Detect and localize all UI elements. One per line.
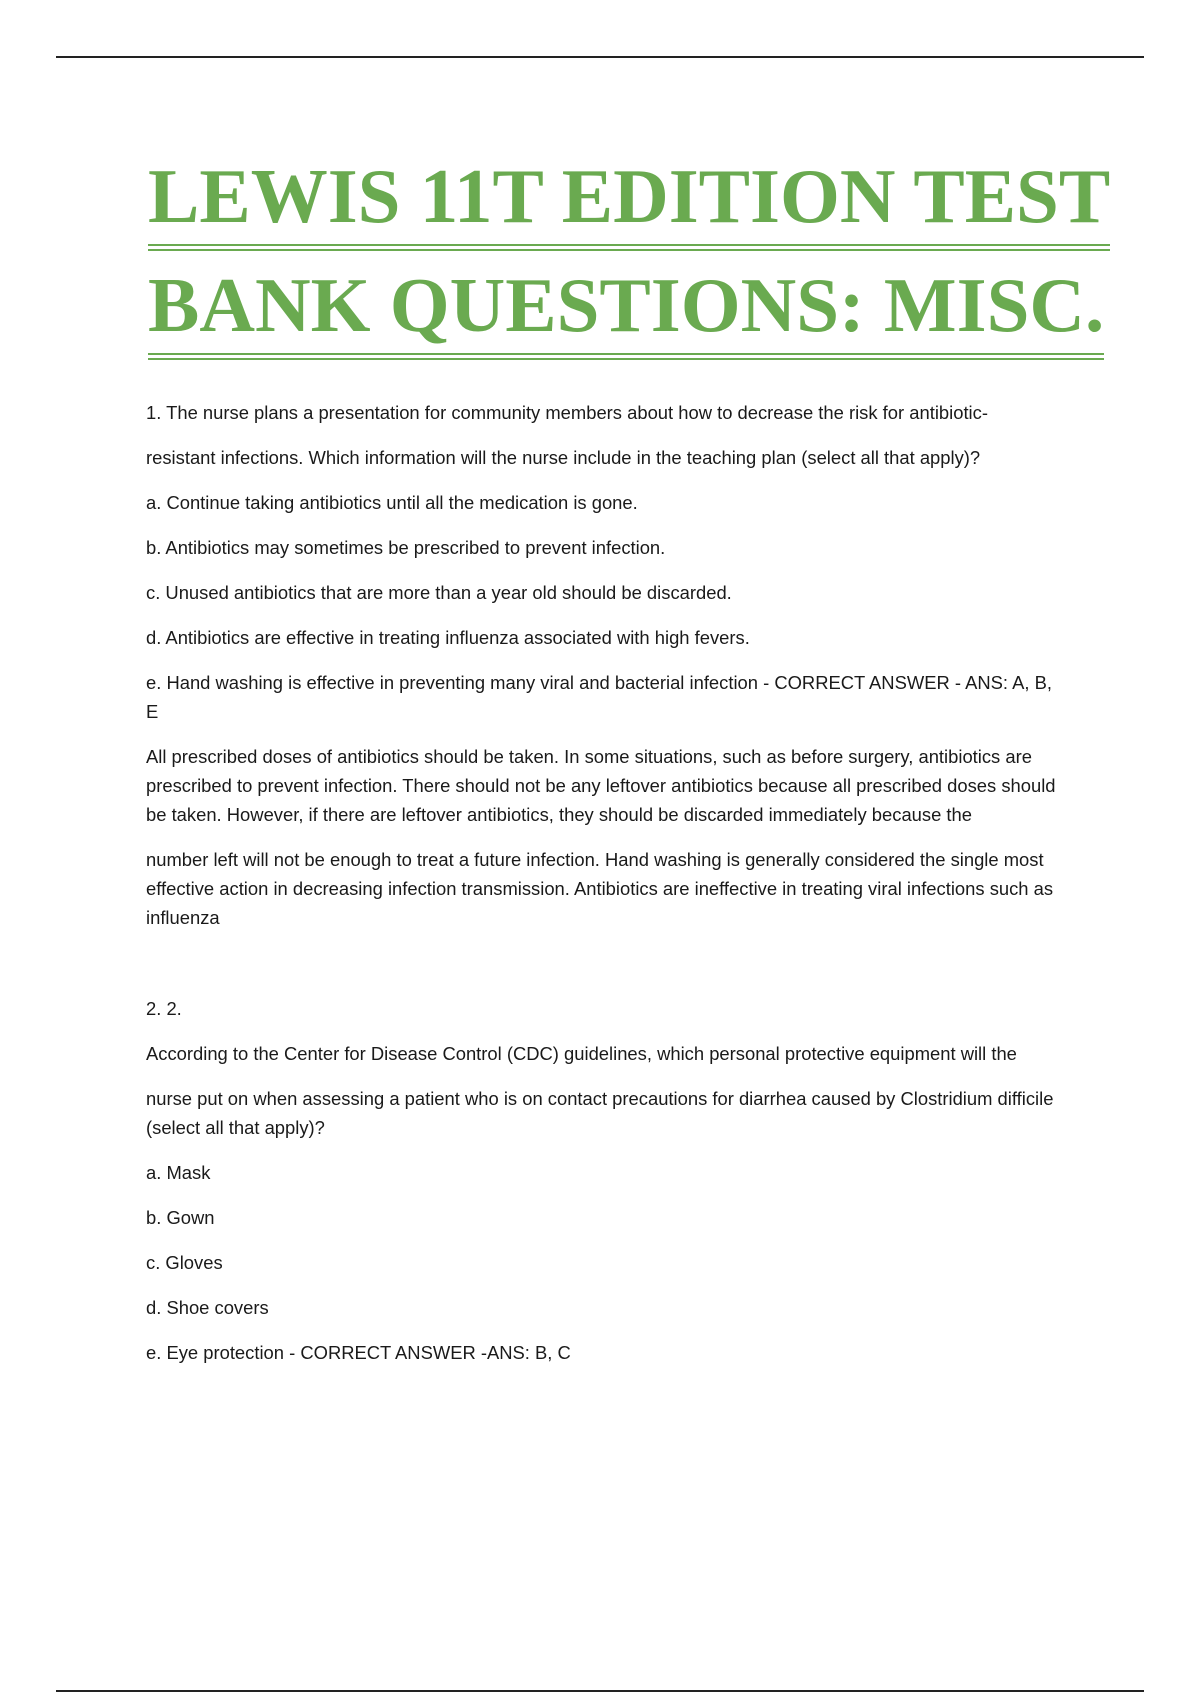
- title-line-2: BANK QUESTIONS: MISC.: [148, 259, 1104, 360]
- bottom-rule: [56, 1690, 1144, 1692]
- question-1-option-a: a. Continue taking antibiotics until all the medication is gone.: [146, 492, 638, 513]
- top-rule: [56, 56, 1144, 58]
- question-1: [146, 398, 1066, 932]
- question-1-option-b: b. Antibiotics may sometimes be prescribed to prevent infection.: [146, 537, 666, 558]
- question-2-option-e-answer: e. Eye protection - CORRECT ANSWER -ANS: B, C: [146, 1342, 571, 1363]
- question-spacer: [146, 948, 1066, 994]
- question-1-option-d: d. Antibiotics are effective in treating influenza associated with high fevers.: [146, 627, 750, 648]
- question-2-option-b: b. Gown: [146, 1207, 215, 1228]
- question-2-stem-line-1: According to the Center for Disease Control (CDC) guidelines, which personal protective equipment will the: [146, 1043, 1017, 1064]
- question-1-rationale-2: number left will not be enough to treat a future infection. Hand washing is generally considered the single most effective action in decreasing infection transmission. Antibiotics are ineffective in treating viral infections such as influenza: [146, 849, 1054, 928]
- question-2-option-c: c. Gloves: [146, 1252, 223, 1273]
- document-title: [148, 150, 1148, 368]
- question-1-option-e-answer: e. Hand washing is effective in preventing many viral and bacterial infection - CORRECT ANSWER - ANS: A, B, E: [146, 672, 1052, 722]
- question-2-stem-line-2: nurse put on when assessing a patient who is on contact precautions for diarrhea caused by Clostridium difficile (select all that apply)?: [146, 1088, 1054, 1138]
- question-2: [146, 994, 1066, 1367]
- question-2-option-a: a. Mask: [146, 1162, 211, 1183]
- question-1-option-c: c. Unused antibiotics that are more than a year old should be discarded.: [146, 582, 732, 603]
- document-body: [146, 398, 1066, 1383]
- question-2-option-d: d. Shoe covers: [146, 1297, 269, 1318]
- title-line-1: LEWIS 11T EDITION TEST: [148, 150, 1110, 251]
- question-1-stem-line-1: 1. The nurse plans a presentation for community members about how to decrease the risk for antibiotic-: [146, 402, 988, 423]
- question-1-rationale-1: All prescribed doses of antibiotics should be taken. In some situations, such as before surgery, antibiotics are prescribed to prevent infection. There should not be any leftover antibiotics because all prescribed doses should be taken. However, if there are leftover antibiotics, they should be discarded immediately because the: [146, 746, 1056, 825]
- question-1-stem-line-2: resistant infections. Which information will the nurse include in the teaching plan (select all that apply)?: [146, 447, 981, 468]
- question-2-number: 2. 2.: [146, 998, 182, 1019]
